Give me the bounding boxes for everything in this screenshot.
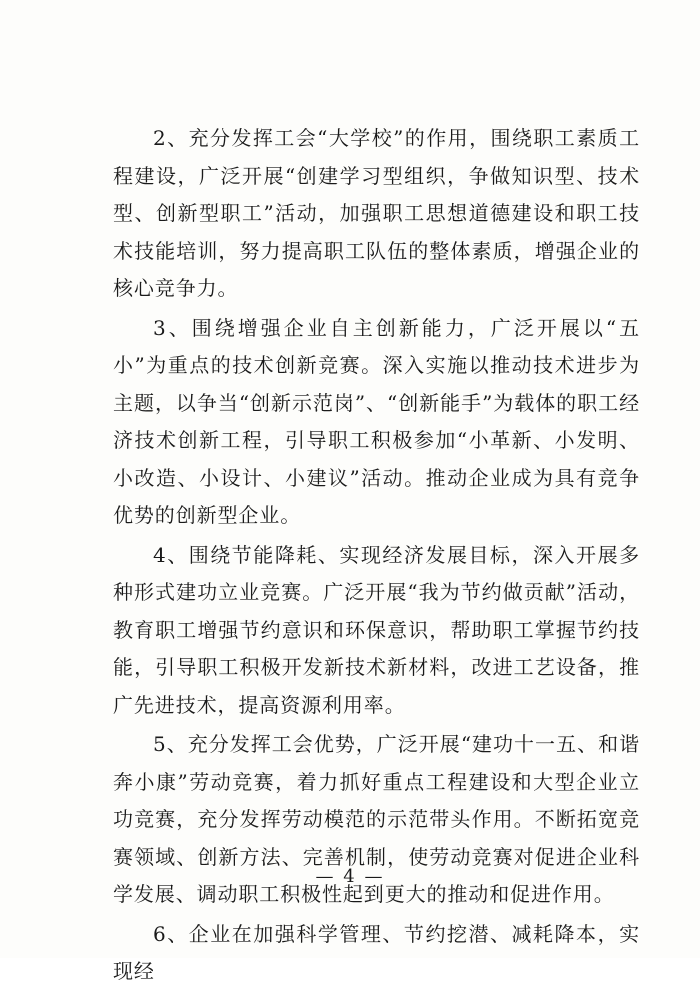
paragraph-5: 5、充分发挥工会优势，广泛开展“建功十一五、和谐奔小康”劳动竞赛，着力抓好重点工程建设和大型企业立功竞赛，充分发挥劳动模范的示范带头作用。不断拓宽竞赛领域、创新方法、完善机制，使劳动竞赛对促进企业科学发展、调动职工积极性起到更大的推动和促进作用。 [113,732,640,906]
paragraph-2: 2、充分发挥工会“大学校”的作用，围绕职工素质工程建设，广泛开展“创建学习型组织，争做知识型、技术型、创新型职工”活动，加强职工思想道德建设和职工技术技能培训，努力提高职工队伍的整体素质，增强企业的核心竞争力。 [113,126,640,300]
paragraph-6: 6、企业在加强科学管理、节约挖潜、减耗降本，实现经 [113,921,640,983]
paragraph-4: 4、围绕节能降耗、实现经济发展目标，深入开展多种形式建功立业竞赛。广泛开展“我为节约做贡献”活动，教育职工增强节约意识和环保意识，帮助职工掌握节约技能，引导职工积极开发新技术新材料，改进工艺设备，推广先进技术，提高资源利用率。 [113,542,640,717]
paragraph-3: 3、围绕增强企业自主创新能力，广泛开展以“五小”为重点的技术创新竞赛。深入实施以推动技术进步为主题，以争当“创新示范岗”、“创新能手”为载体的职工经济技术创新工程，引导职工积极参加“小革新、小发明、小改造、小设计、小建议”活动。推动企业成为具有竞争优势的创新型企业。 [113,315,640,527]
document-body [113,120,640,993]
page-number: — 4 — [315,866,385,887]
